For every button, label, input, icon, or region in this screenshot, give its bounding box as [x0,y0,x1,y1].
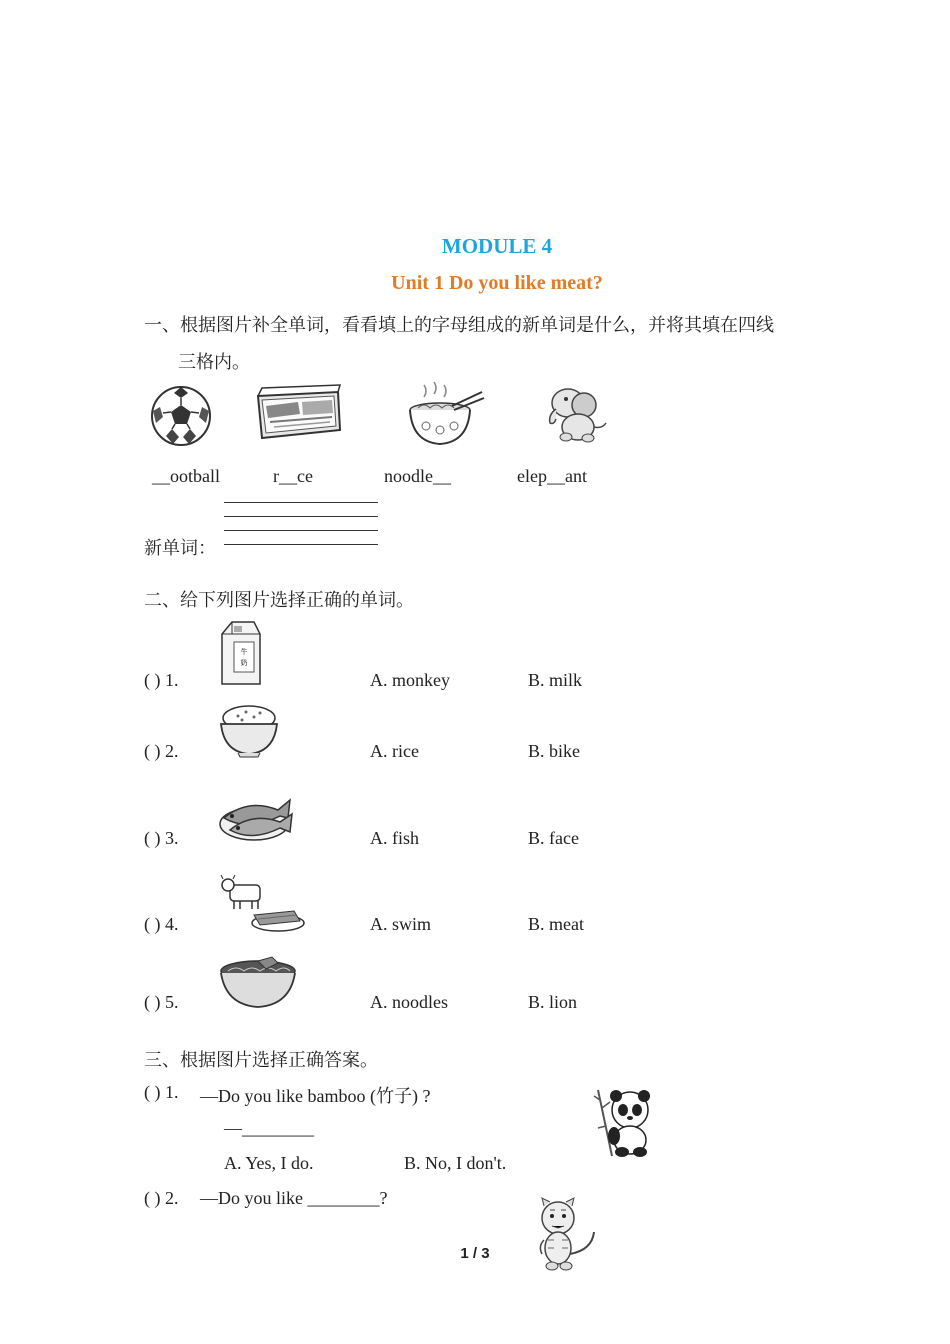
rice-bowl-picture [218,700,280,758]
q2-3-option-b[interactable]: B. face [528,828,579,848]
noodles-bowl-picture [218,955,300,1011]
section3-instruction: 三、根据图片选择正确答案。 [144,1050,378,1070]
q3-1-option-a[interactable]: A. Yes, I do. [224,1153,314,1173]
word-rice: r__ce [273,466,313,486]
q2-2-option-a[interactable]: A. rice [370,741,419,761]
q3-1-question: —Do you like bamboo (竹子) ? [200,1086,431,1106]
new-word-label: 新单词： [144,538,216,558]
elephant-picture [544,383,610,445]
section1-instruction-cont: 三格内。 [178,352,250,372]
q2-4-option-b[interactable]: B. meat [528,914,584,934]
writing-line-2 [224,516,378,517]
word-noodle: noodle__ [384,466,451,486]
q3-2-question: —Do you like ________? [200,1188,388,1208]
panda-picture [592,1086,660,1158]
q3-1-number: ( ) 1. [144,1082,179,1102]
section1-instruction: 一、根据图片补全单词，看看填上的字母组成的新单词是什么，并将其填在四线 [144,315,774,335]
tiger-picture [530,1196,602,1274]
q2-5-number: ( ) 5. [144,992,179,1012]
q2-2-number: ( ) 2. [144,741,179,761]
q2-3-option-a[interactable]: A. fish [370,828,419,848]
q2-5-option-b[interactable]: B. lion [528,992,578,1012]
svg-text:奶: 奶 [240,659,248,667]
section2-instruction: 二、给下列图片选择正确的单词。 [144,590,414,610]
fish-plate-picture [218,788,298,846]
football-picture [150,385,212,447]
writing-line-3 [224,530,378,531]
milk-carton-picture [218,618,264,686]
page-number: 1 / 3 [460,1245,490,1262]
svg-text:牛: 牛 [240,648,248,656]
rice-bento-picture [254,380,344,446]
unit-title: Unit 1 Do you like meat? [391,272,603,294]
q3-1-answer-blank: —________ [224,1118,314,1138]
q2-3-number: ( ) 3. [144,828,179,848]
writing-line-4 [224,544,378,545]
q2-4-number: ( ) 4. [144,914,179,934]
q3-2-number: ( ) 2. [144,1188,179,1208]
module-title: MODULE 4 [441,234,553,258]
writing-line-1 [224,502,378,503]
q2-4-option-a[interactable]: A. swim [370,914,432,934]
q2-1-option-b[interactable]: B. milk [528,670,583,690]
word-elephant: elep__ant [517,466,587,486]
word-football: __ootball [152,466,220,486]
q2-1-number: ( ) 1. [144,670,179,690]
q2-1-option-a[interactable]: A. monkey [370,670,450,690]
q2-2-option-b[interactable]: B. bike [528,741,580,761]
cow-meat-picture [218,873,310,937]
noodle-bowl-picture [404,380,486,450]
q2-5-option-a[interactable]: A. noodles [370,992,448,1012]
q3-1-option-b[interactable]: B. No, I don't. [404,1153,507,1173]
